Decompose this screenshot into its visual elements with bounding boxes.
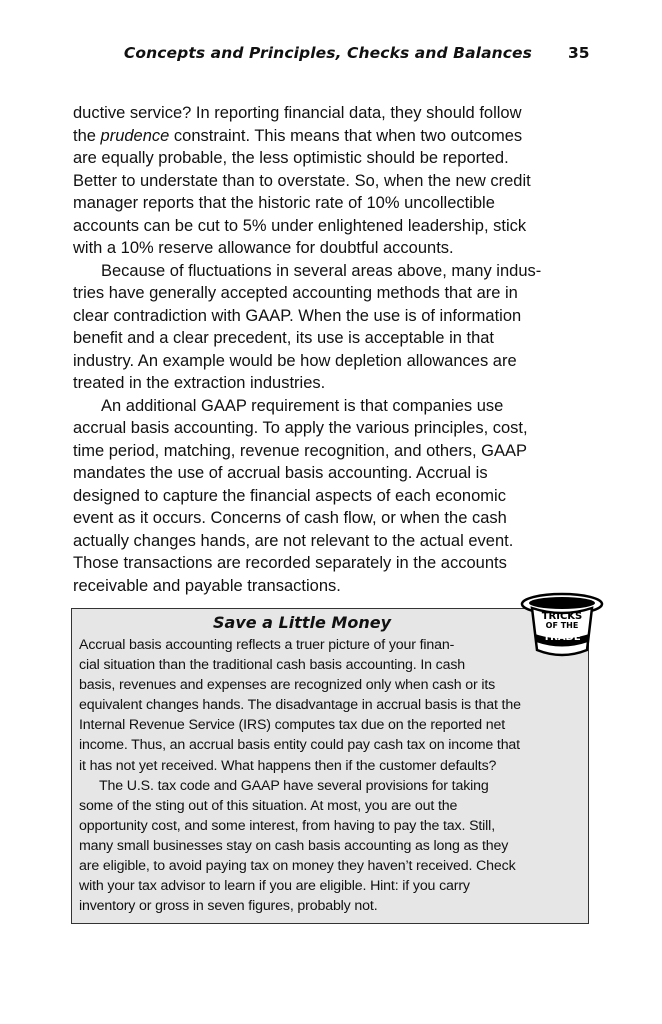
text-line: designed to capture the financial aspects of each economic	[73, 486, 506, 505]
emphasis-prudence: prudence	[100, 126, 170, 145]
text-line: receivable and payable transactions.	[73, 576, 341, 595]
text-line: industry. An example would be how depletion allowances are	[73, 351, 517, 370]
text-line: Because of fluctuations in several areas above, many indus-	[101, 261, 542, 280]
text-line: An additional GAAP requirement is that companies use	[101, 396, 504, 415]
paragraph	[73, 102, 593, 260]
text-line: income. Thus, an accrual basis entity could pay cash tax on income that	[79, 737, 520, 754]
text-line: are eligible, to avoid paying tax on money they haven’t received. Check	[79, 858, 516, 875]
hat-label-tricks: TRICKS	[541, 611, 583, 622]
hat-label-of-the: OF THE	[545, 621, 579, 630]
hat-label-trade: TRADE	[543, 632, 581, 643]
text-line: basis, revenues and expenses are recognized only when cash or its	[79, 677, 496, 694]
sidebar-title: Save a Little Money	[213, 613, 392, 632]
text-line: equivalent changes hands. The disadvantage in accrual basis is that the	[79, 697, 521, 714]
text-line: Better to understate than to overstate. So, when the new credit	[73, 171, 531, 190]
text-line: some of the sting out of this situation. At most, you are out the	[79, 797, 458, 814]
text-line: treated in the extraction industries.	[73, 374, 326, 392]
text-line: with a 10% reserve allowance for doubtful accounts.	[73, 239, 454, 257]
text-line: The U.S. tax code and GAAP have several provisions for taking	[99, 777, 489, 794]
body-text	[73, 102, 593, 597]
text-line: mandates the use of accrual basis accounting. Accrual is	[73, 464, 488, 482]
text-line: cial situation than the traditional cash basis accounting. In cash	[79, 657, 466, 674]
text-line: with your tax advisor to learn if you are eligible. Hint: if you carry	[79, 878, 470, 895]
text-line: accrual basis accounting. To apply the various principles, cost,	[73, 419, 528, 437]
text-line: it has not yet received. What happens then if the customer defaults?	[79, 757, 497, 774]
text-line: tries have generally accepted accounting methods that are in	[73, 284, 518, 302]
text-line: many small businesses stay on cash basis accounting as long as they	[79, 837, 509, 854]
page-number: 35	[568, 44, 590, 62]
text-line: inventory or gross in seven figures, probably not.	[79, 898, 378, 915]
text-line: Those transactions are recorded separately in the accounts	[73, 554, 507, 572]
text-line: actually changes hands, are not relevant to the actual event.	[73, 531, 514, 550]
text-line: event as it occurs. Concerns of cash flow, or when the cash	[73, 509, 507, 527]
sidebar-paragraph	[79, 776, 585, 917]
text-line: manager reports that the historic rate of 10% uncollectible	[73, 194, 495, 212]
text-line: clear contradiction with GAAP. When the use is of information	[73, 306, 522, 325]
text-line: ductive service? In reporting financial data, they should follow	[73, 104, 522, 122]
text-line: Accrual basis accounting reflects a truer picture of your finan-	[79, 637, 455, 653]
running-header	[0, 44, 662, 66]
text-line: the prudence constraint. This means that when two outcomes	[73, 126, 523, 145]
tip-sidebar-box	[71, 608, 589, 924]
sidebar-text	[79, 635, 585, 916]
tricks-of-the-trade-hat-icon	[520, 590, 604, 660]
text-line: benefit and a clear precedent, its use is acceptable in that	[73, 329, 495, 347]
text-line: opportunity cost, and some interest, from having to pay the tax. Still,	[79, 817, 495, 834]
header-title: Concepts and Principles, Checks and Balances	[123, 44, 532, 62]
text-line: accounts can be cut to 5% under enlightened leadership, stick	[73, 216, 527, 235]
text-line: Internal Revenue Service (IRS) computes tax due on the reported net	[79, 717, 506, 734]
paragraph	[73, 395, 593, 598]
text-line: are equally probable, the less optimistic should be reported.	[73, 149, 509, 167]
paragraph	[73, 260, 593, 395]
sidebar-paragraph	[79, 635, 585, 776]
text-line: time period, matching, revenue recognition, and others, GAAP	[73, 441, 527, 460]
